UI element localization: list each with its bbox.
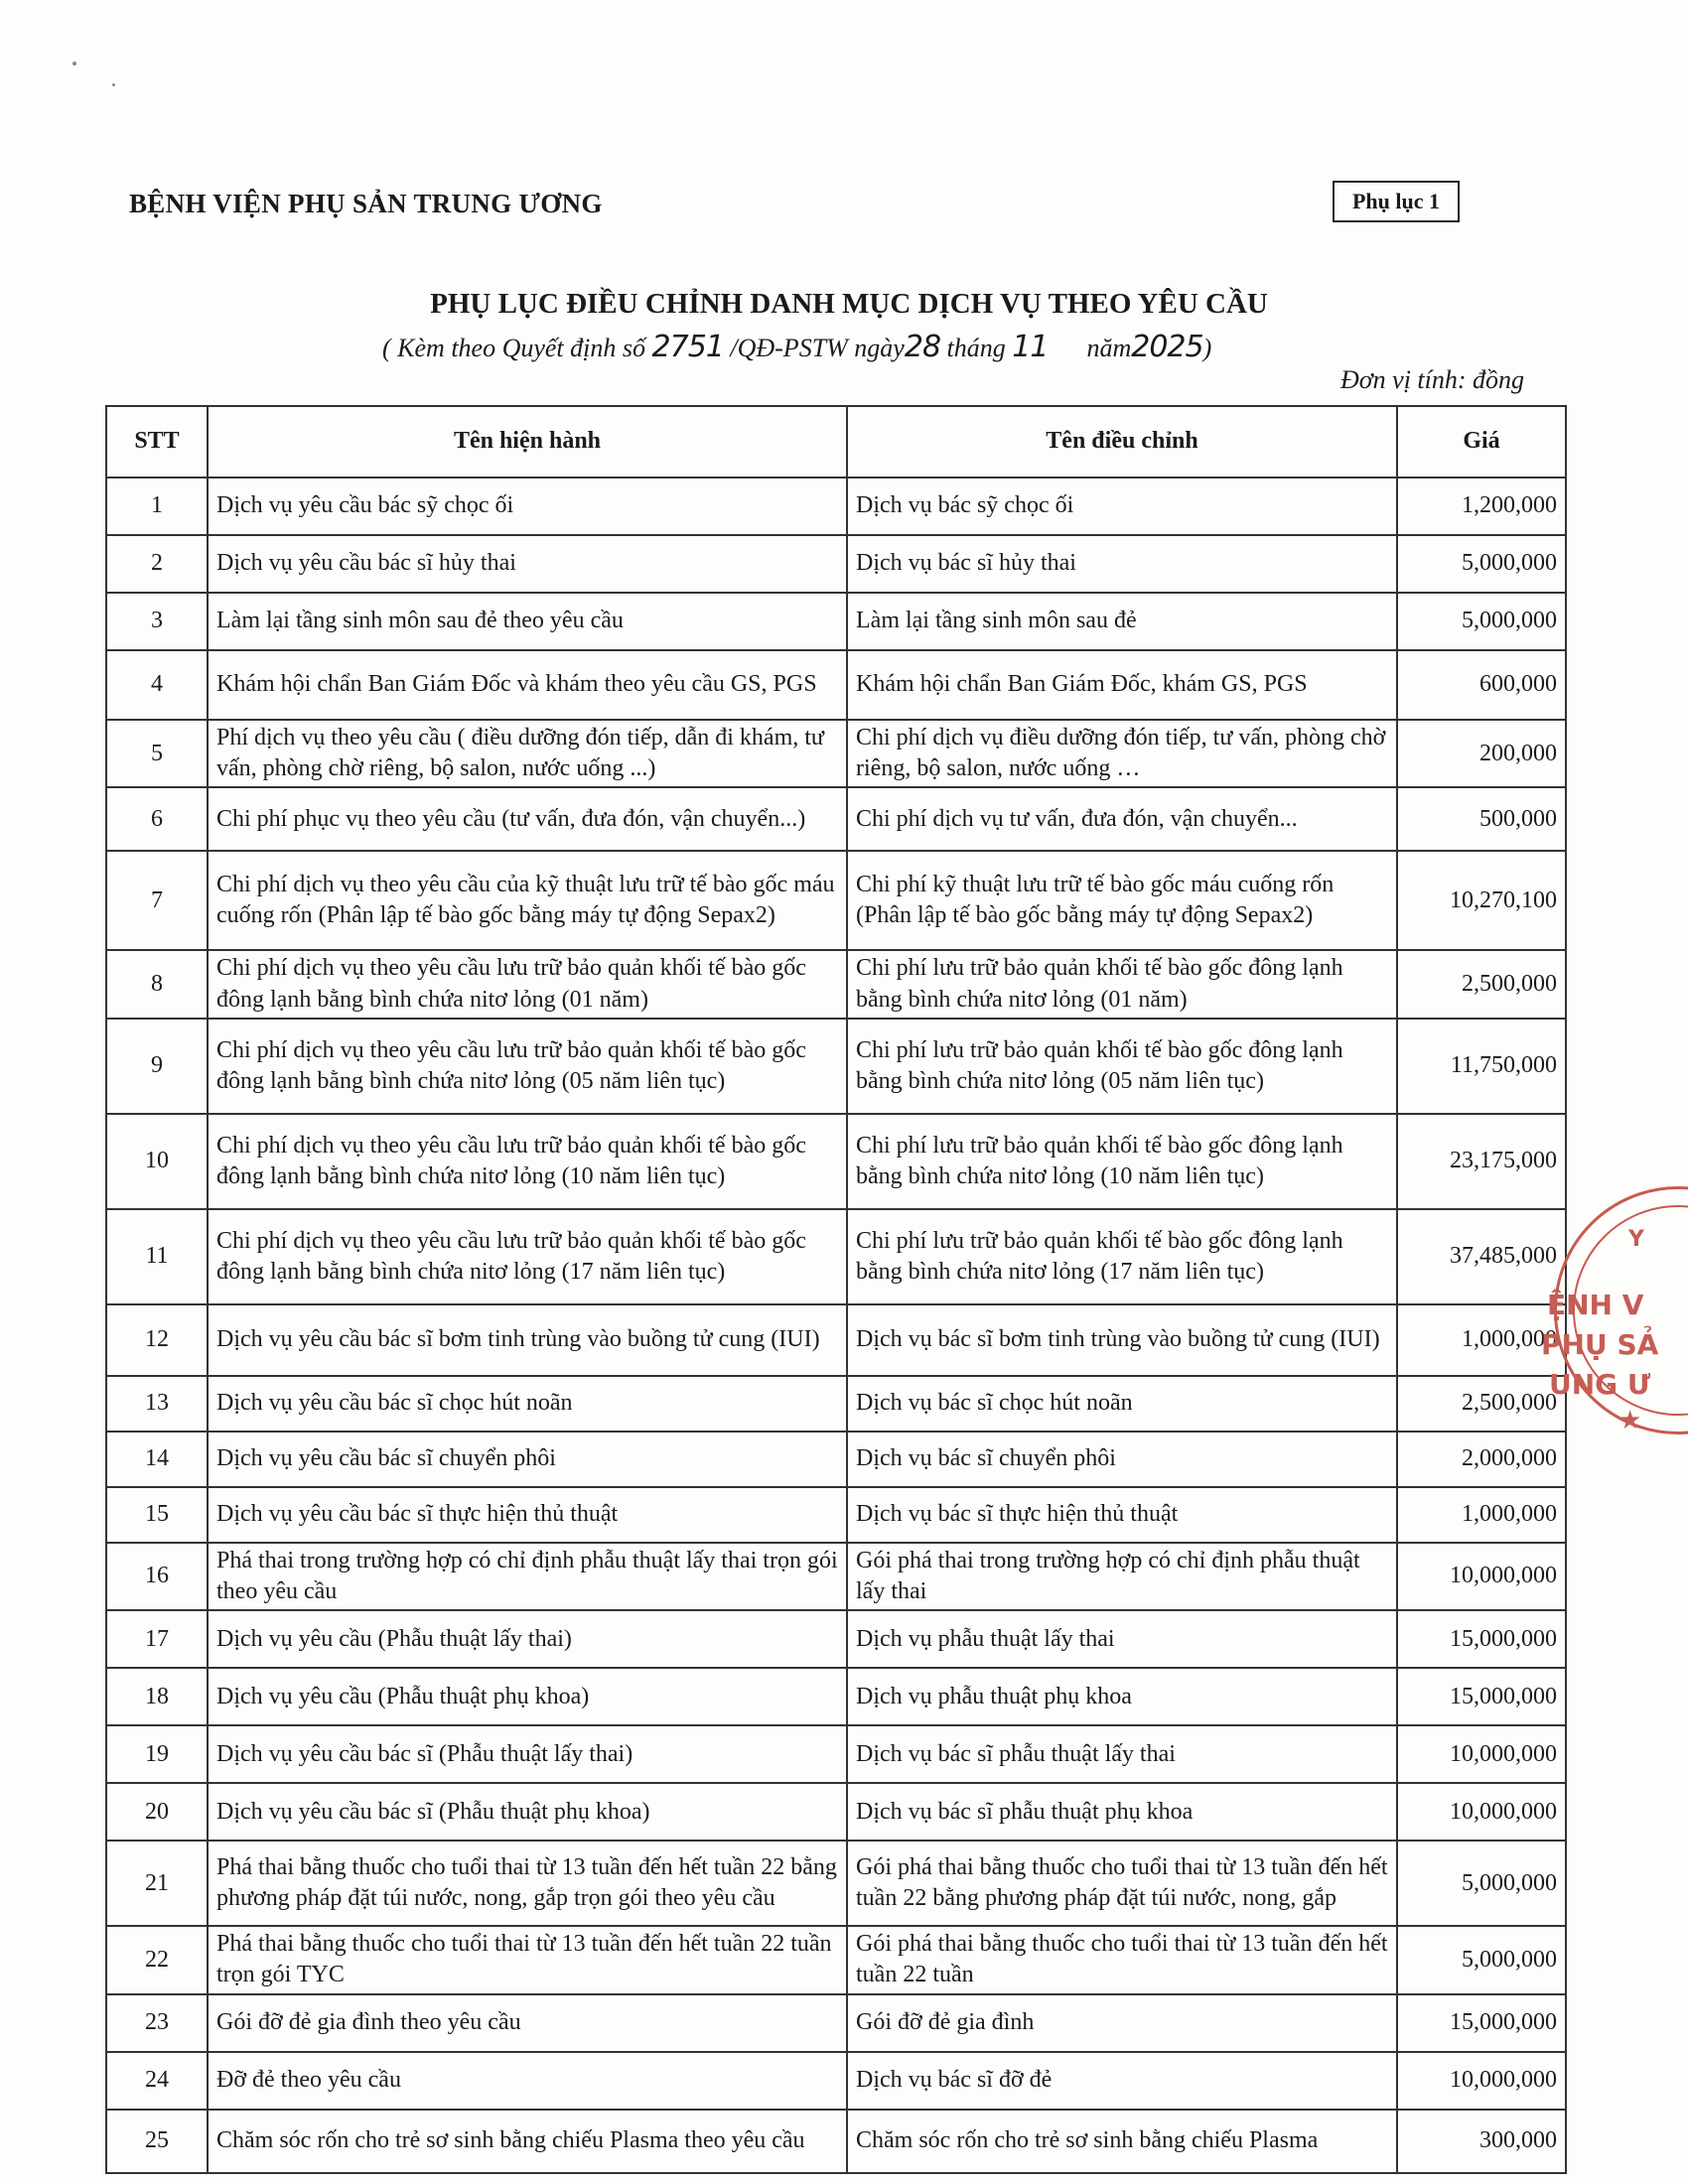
row-price: 2,500,000: [1397, 1376, 1566, 1432]
subtitle-code: /QĐ-PSTW ngày: [723, 334, 905, 362]
row-stt: 24: [106, 2052, 208, 2110]
row-adjusted-name: Dịch vụ bác sĩ chọc hút noãn: [847, 1376, 1397, 1432]
row-current-name: Làm lại tầng sinh môn sau đẻ theo yêu cầu: [208, 593, 847, 650]
row-adjusted-name: Chi phí lưu trữ bảo quản khối tế bào gốc đông lạnh bằng bình chứa nitơ lỏng (05 năm liên tục): [847, 1019, 1397, 1114]
table-row: [106, 1994, 1566, 2052]
row-stt: 10: [106, 1114, 208, 1209]
row-adjusted-name: Dịch vụ bác sỹ chọc ối: [847, 478, 1397, 535]
row-price: 1,200,000: [1397, 478, 1566, 535]
row-current-name: Dịch vụ yêu cầu bác sỹ chọc ối: [208, 478, 847, 535]
table-row: [106, 1432, 1566, 1487]
seal-star-icon: ★: [1618, 1406, 1642, 1434]
row-price: 37,485,000: [1397, 1209, 1566, 1304]
row-stt: 20: [106, 1783, 208, 1841]
table-row: [106, 1543, 1566, 1610]
row-stt: 5: [106, 720, 208, 787]
service-table: [105, 405, 1567, 2174]
row-stt: 8: [106, 950, 208, 1018]
column-header-stt: STT: [106, 406, 208, 478]
row-current-name: Dịch vụ yêu cầu bác sĩ bơm tinh trùng vào buồng tử cung (IUI): [208, 1304, 847, 1376]
table-row: [106, 1487, 1566, 1543]
table-row: [106, 2052, 1566, 2110]
row-price: 300,000: [1397, 2110, 1566, 2173]
row-adjusted-name: Dịch vụ bác sĩ hủy thai: [847, 535, 1397, 593]
row-adjusted-name: Làm lại tầng sinh môn sau đẻ: [847, 593, 1397, 650]
scan-speck: [112, 83, 115, 86]
table-row: [106, 535, 1566, 593]
row-adjusted-name: Chi phí dịch vụ điều dưỡng đón tiếp, tư vấn, phòng chờ riêng, bộ salon, nước uống …: [847, 720, 1397, 787]
row-price: 10,000,000: [1397, 1783, 1566, 1841]
row-stt: 16: [106, 1543, 208, 1610]
row-adjusted-name: Dịch vụ phẫu thuật phụ khoa: [847, 1668, 1397, 1725]
row-price: 1,000,000: [1397, 1487, 1566, 1543]
row-stt: 11: [106, 1209, 208, 1304]
row-current-name: Chi phí dịch vụ theo yêu cầu lưu trữ bảo quản khối tế bào gốc đông lạnh bằng bình chứa nitơ lỏng (01 năm): [208, 950, 847, 1018]
year-label: năm: [1048, 334, 1132, 362]
row-stt: 1: [106, 478, 208, 535]
row-current-name: Phá thai trong trường hợp có chỉ định phẫu thuật lấy thai trọn gói theo yêu cầu: [208, 1543, 847, 1610]
table-row: [106, 851, 1566, 950]
row-current-name: Chi phí dịch vụ theo yêu cầu của kỹ thuật lưu trữ tế bào gốc máu cuống rốn (Phân lập tế bào gốc bằng máy tự động Sepax2): [208, 851, 847, 950]
row-adjusted-name: Gói phá thai trong trường hợp có chỉ định phẫu thuật lấy thai: [847, 1543, 1397, 1610]
row-price: 2,000,000: [1397, 1432, 1566, 1487]
row-stt: 23: [106, 1994, 208, 2052]
row-price: 1,000,000: [1397, 1304, 1566, 1376]
scan-speck: [72, 62, 76, 66]
table-row: [106, 1725, 1566, 1783]
row-stt: 3: [106, 593, 208, 650]
table-row: [106, 1019, 1566, 1114]
row-stt: 9: [106, 1019, 208, 1114]
table-row: [106, 1376, 1566, 1432]
row-price: 200,000: [1397, 720, 1566, 787]
row-price: 600,000: [1397, 650, 1566, 720]
row-current-name: Dịch vụ yêu cầu bác sĩ thực hiện thủ thuật: [208, 1487, 847, 1543]
row-price: 15,000,000: [1397, 1668, 1566, 1725]
row-stt: 18: [106, 1668, 208, 1725]
row-stt: 13: [106, 1376, 208, 1432]
table-row: [106, 1783, 1566, 1841]
seal-text: PHỤ SẢ: [1541, 1328, 1659, 1361]
table-row: [106, 478, 1566, 535]
row-current-name: Dịch vụ yêu cầu (Phẫu thuật lấy thai): [208, 1610, 847, 1668]
row-adjusted-name: Chi phí dịch vụ tư vấn, đưa đón, vận chuyển...: [847, 787, 1397, 851]
row-adjusted-name: Dịch vụ bác sĩ thực hiện thủ thuật: [847, 1487, 1397, 1543]
row-adjusted-name: Chăm sóc rốn cho trẻ sơ sinh bằng chiếu Plasma: [847, 2110, 1397, 2173]
row-price: 5,000,000: [1397, 593, 1566, 650]
row-adjusted-name: Gói phá thai bằng thuốc cho tuổi thai từ 13 tuần đến hết tuần 22 bằng phương pháp đặt túi nước, nong, gắp: [847, 1841, 1397, 1926]
row-current-name: Dịch vụ yêu cầu (Phẫu thuật phụ khoa): [208, 1668, 847, 1725]
row-price: 10,270,100: [1397, 851, 1566, 950]
column-header-adjusted-name: Tên điều chỉnh: [847, 406, 1397, 478]
row-stt: 21: [106, 1841, 208, 1926]
row-adjusted-name: Chi phí lưu trữ bảo quản khối tế bào gốc đông lạnh bằng bình chứa nitơ lỏng (01 năm): [847, 950, 1397, 1018]
row-adjusted-name: Dịch vụ bác sĩ phẫu thuật phụ khoa: [847, 1783, 1397, 1841]
row-stt: 4: [106, 650, 208, 720]
row-price: 5,000,000: [1397, 1926, 1566, 1993]
row-current-name: Phá thai bằng thuốc cho tuổi thai từ 13 tuần đến hết tuần 22 tuần trọn gói TYC: [208, 1926, 847, 1993]
decision-number: 2751: [651, 330, 724, 364]
table-row: [106, 950, 1566, 1018]
table-row: [106, 720, 1566, 787]
decision-day: 28: [904, 330, 941, 364]
row-current-name: Dịch vụ yêu cầu bác sĩ hủy thai: [208, 535, 847, 593]
row-current-name: Phí dịch vụ theo yêu cầu ( điều dưỡng đón tiếp, dẫn đi khám, tư vấn, phòng chờ riêng, bộ salon, nước uống ...): [208, 720, 847, 787]
row-adjusted-name: Chi phí lưu trữ bảo quản khối tế bào gốc đông lạnh bằng bình chứa nitơ lỏng (17 năm liên tục): [847, 1209, 1397, 1304]
seal-text: Y: [1628, 1227, 1644, 1252]
subtitle-prefix: ( Kèm theo Quyết định số: [382, 334, 652, 362]
row-current-name: Dịch vụ yêu cầu bác sĩ chọc hút noãn: [208, 1376, 847, 1432]
row-current-name: Khám hội chẩn Ban Giám Đốc và khám theo yêu cầu GS, PGS: [208, 650, 847, 720]
row-adjusted-name: Dịch vụ phẫu thuật lấy thai: [847, 1610, 1397, 1668]
row-price: 10,000,000: [1397, 1543, 1566, 1610]
appendix-label: Phụ lục 1: [1333, 181, 1460, 222]
row-stt: 19: [106, 1725, 208, 1783]
currency-unit: Đơn vị tính: đồng: [1340, 365, 1525, 394]
document-title: PHỤ LỤC ĐIỀU CHỈNH DANH MỤC DỊCH VỤ THEO YÊU CẦU: [430, 288, 1268, 320]
table-row: [106, 787, 1566, 851]
table-row: [106, 1926, 1566, 1993]
row-stt: 7: [106, 851, 208, 950]
row-stt: 17: [106, 1610, 208, 1668]
row-current-name: Chi phí dịch vụ theo yêu cầu lưu trữ bảo quản khối tế bào gốc đông lạnh bằng bình chứa nitơ lỏng (05 năm liên tục): [208, 1019, 847, 1114]
row-adjusted-name: Gói phá thai bằng thuốc cho tuổi thai từ 13 tuần đến hết tuần 22 tuần: [847, 1926, 1397, 1993]
red-seal-stamp: [1541, 1186, 1688, 1434]
row-price: 23,175,000: [1397, 1114, 1566, 1209]
hospital-name: BỆNH VIỆN PHỤ SẢN TRUNG ƯƠNG: [129, 189, 603, 218]
row-current-name: Dịch vụ yêu cầu bác sĩ chuyển phôi: [208, 1432, 847, 1487]
row-price: 10,000,000: [1397, 1725, 1566, 1783]
decision-month: 11: [1012, 330, 1049, 364]
table-row: [106, 1668, 1566, 1725]
table-row: [106, 1304, 1566, 1376]
row-price: 11,750,000: [1397, 1019, 1566, 1114]
table-row: [106, 1610, 1566, 1668]
row-adjusted-name: Dịch vụ bác sĩ bơm tinh trùng vào buồng tử cung (IUI): [847, 1304, 1397, 1376]
row-current-name: Chi phí dịch vụ theo yêu cầu lưu trữ bảo quản khối tế bào gốc đông lạnh bằng bình chứa nitơ lỏng (17 năm liên tục): [208, 1209, 847, 1304]
row-stt: 22: [106, 1926, 208, 1993]
row-current-name: Chi phí dịch vụ theo yêu cầu lưu trữ bảo quản khối tế bào gốc đông lạnh bằng bình chứa nitơ lỏng (10 năm liên tục): [208, 1114, 847, 1209]
table-row: [106, 650, 1566, 720]
row-stt: 2: [106, 535, 208, 593]
seal-text: ỆNH V: [1547, 1289, 1644, 1321]
table-row: [106, 1841, 1566, 1926]
row-adjusted-name: Dịch vụ bác sĩ phẫu thuật lấy thai: [847, 1725, 1397, 1783]
seal-text: UNG Ư: [1549, 1368, 1651, 1401]
row-price: 10,000,000: [1397, 2052, 1566, 2110]
decision-reference: [382, 330, 1211, 364]
table-row: [106, 1209, 1566, 1304]
row-stt: 25: [106, 2110, 208, 2173]
row-stt: 12: [106, 1304, 208, 1376]
table-row: [106, 2110, 1566, 2173]
row-current-name: Chăm sóc rốn cho trẻ sơ sinh bằng chiếu Plasma theo yêu cầu: [208, 2110, 847, 2173]
row-current-name: Dịch vụ yêu cầu bác sĩ (Phẫu thuật lấy thai): [208, 1725, 847, 1783]
row-price: 2,500,000: [1397, 950, 1566, 1018]
row-current-name: Đỡ đẻ theo yêu cầu: [208, 2052, 847, 2110]
decision-year: 2025: [1131, 330, 1203, 364]
subtitle-suffix: ): [1202, 334, 1212, 362]
row-adjusted-name: Gói đỡ đẻ gia đình: [847, 1994, 1397, 2052]
month-label: tháng: [940, 334, 1013, 362]
table-row: [106, 1114, 1566, 1209]
row-stt: 6: [106, 787, 208, 851]
row-adjusted-name: Chi phí lưu trữ bảo quản khối tế bào gốc đông lạnh bằng bình chứa nitơ lỏng (10 năm liên tục): [847, 1114, 1397, 1209]
row-current-name: Chi phí phục vụ theo yêu cầu (tư vấn, đưa đón, vận chuyển...): [208, 787, 847, 851]
row-adjusted-name: Khám hội chẩn Ban Giám Đốc, khám GS, PGS: [847, 650, 1397, 720]
column-header-price: Giá: [1397, 406, 1566, 478]
row-price: 5,000,000: [1397, 535, 1566, 593]
row-adjusted-name: Dịch vụ bác sĩ chuyển phôi: [847, 1432, 1397, 1487]
table-row: [106, 593, 1566, 650]
row-adjusted-name: Dịch vụ bác sĩ đỡ đẻ: [847, 2052, 1397, 2110]
row-price: 15,000,000: [1397, 1994, 1566, 2052]
row-current-name: Dịch vụ yêu cầu bác sĩ (Phẫu thuật phụ khoa): [208, 1783, 847, 1841]
column-header-current-name: Tên hiện hành: [208, 406, 847, 478]
row-price: 15,000,000: [1397, 1610, 1566, 1668]
row-current-name: Phá thai bằng thuốc cho tuổi thai từ 13 tuần đến hết tuần 22 bằng phương pháp đặt túi nước, nong, gắp trọn gói theo yêu cầu: [208, 1841, 847, 1926]
row-price: 5,000,000: [1397, 1841, 1566, 1926]
row-adjusted-name: Chi phí kỹ thuật lưu trữ tế bào gốc máu cuống rốn (Phân lập tế bào gốc bằng máy tự động Sepax2): [847, 851, 1397, 950]
table-header-row: [106, 406, 1566, 478]
row-current-name: Gói đỡ đẻ gia đình theo yêu cầu: [208, 1994, 847, 2052]
row-stt: 14: [106, 1432, 208, 1487]
row-stt: 15: [106, 1487, 208, 1543]
row-price: 500,000: [1397, 787, 1566, 851]
